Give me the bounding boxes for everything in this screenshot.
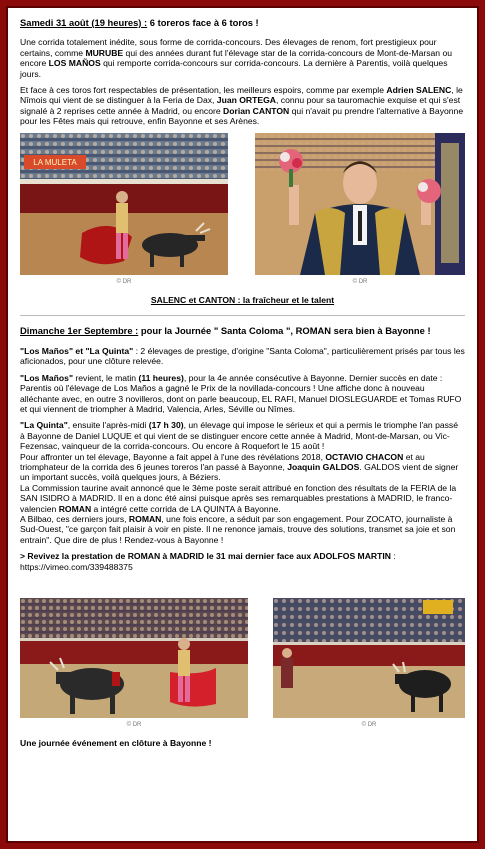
section1-paragraph-1: [20, 37, 465, 79]
text: qui n'avait pu prendre l'alternative à Bayonne pour les Fêtes mais qui retrouve, enfin Bayonne et ses Arènes.: [20, 105, 464, 127]
torero-roman: ROMAN: [58, 503, 92, 514]
banner-sign: LA MULETA: [33, 157, 77, 167]
text: revient, le matin: [73, 372, 139, 383]
text: qui des années durant fut l'élevage star de la corrida-concours de Mont-de-Marsan ou encore: [20, 47, 453, 69]
photo-left-wrap: [20, 598, 248, 730]
section2-paragraph-2: [20, 373, 465, 415]
text: La Commission taurine avait annoncé que le 3ème poste serait attribué en fonction des résultats de la FERIA de la SAN ISIDRO à MADRID. Il en a donc été ainsi puisque après ses remarquables prestations à MADRID, le franco-valencien: [20, 482, 457, 514]
bullfight-photo-1: [20, 133, 228, 275]
article-content: [8, 8, 477, 749]
text: A Bilbao, ces derniers jours,: [20, 513, 129, 524]
closing-line: Une journée événement en clôture à Bayonne !: [20, 738, 212, 749]
section1-photos: [20, 133, 465, 287]
photo-left-wrap: [20, 133, 228, 287]
text: , pour la 4e année consécutive à Bayonne. Dernier succès en date : Parentis où l'élevage de Los Maños a gagné le Prix de la novillada-concours ! Une affiche donc à nouveau alléchante avec, en outre 3 novilleros, dont on parle beaucoup, EL RAFI, Manuel DIOSLEGUARDE et Tomas RUFO et qui viennent de triompher à Madrid, Valencia, Arles, Séville ou Nîmes.: [20, 372, 462, 414]
section1-caption: [20, 295, 465, 305]
section2-paragraph-4: [20, 452, 465, 483]
section2-title: pour la Journée " Santa Coloma ", ROMAN sera bien à Bayonne !: [138, 325, 431, 337]
photo-right-wrap: [273, 598, 465, 730]
text: , ensuite l'après-midi: [67, 420, 149, 431]
torero-roman: ROMAN: [128, 513, 162, 524]
section2-paragraph-6: [20, 514, 465, 545]
caption-text: SALENC et CANTON : la fraîcheur et le talent: [150, 295, 335, 306]
photo-credit: © DR: [352, 278, 368, 285]
section1-heading: [20, 18, 465, 28]
photo-arena: [273, 598, 465, 718]
photo-credit: © DR: [126, 722, 142, 728]
section2-photos: [20, 598, 465, 730]
text: qui remporte corrida-concours sur corrida-concours. La dernière à Parentis, voilà quelques jours.: [20, 58, 448, 79]
bullfight-photo-3: [273, 598, 465, 718]
text: , connu pour sa tauromachie exquise et qui s'est signalé à 2 reprises cette année à Madrid, ou encore: [20, 95, 461, 116]
text: Et face à ces toros fort respectables de présentation, les meilleurs espoirs, comme par exemple: [20, 85, 387, 96]
torero-canton: Dorian CANTON: [223, 105, 290, 116]
time-afternoon: (17 h 30): [148, 420, 184, 431]
text: Une corrida totalement inédite, sous forme de corrida-concours. Des élevages de renom, fort prestigieux pour certains, comme: [20, 37, 437, 58]
text: , un élevage qui impose le sérieux et qui a permis le triomphe l'an passé à Bayonne de Daniel LUQUE et qui vient de se distinguer encore cette année à Madrid, Mont-de-Marsan, ou Vic-Fezensac, vainqueur de la corrida-concours. Ou encore à Roquefort le 15 août !: [20, 420, 458, 452]
photo-roman: [20, 598, 248, 718]
section1-date: Samedi 31 août (19 heures) :: [20, 17, 148, 28]
ranch-los-manos: "Los Maños": [20, 372, 74, 383]
text: , une fois encore, a séduit par son engagement. Pour ZOCATO, journaliste à Sud-Ouest, "ce garçon fait plaisir à voir en piste. Il ne renonce jamais, trouve des solutions, transmet sa joie et son entrain". Que dire de plus ! Rendez-vous à Bayonne !: [20, 513, 456, 545]
video-link-label: > Revivez la prestation de ROMAN à MADRID le 31 mai dernier face aux ADOLFOS MARTIN: [20, 551, 391, 562]
torero-ortega: Juan ORTEGA: [216, 95, 277, 106]
photo-right-wrap: [255, 133, 465, 287]
section2-paragraph-3: [20, 420, 465, 451]
ranch-los-manos: LOS MAÑOS: [48, 58, 101, 69]
torero-chacon: OCTAVIO CHACON: [325, 451, 404, 462]
text: et au triomphateur de la corrida des 6 jeunes toreros l'an passé à Bayonne,: [20, 451, 425, 472]
photo-credit: © DR: [116, 278, 132, 285]
section1-paragraph-2: [20, 85, 465, 127]
section-divider: [20, 315, 465, 316]
article-frame: [6, 6, 479, 843]
bullfight-photo-2: [20, 598, 248, 718]
time-morning: (11 heures): [138, 372, 184, 383]
torero-salenc: Adrien SALENC: [386, 85, 452, 96]
video-link-paragraph: [20, 551, 465, 572]
ranch-la-quinta: "La Quinta": [20, 420, 68, 431]
torero-galdos: Joaquin GALDOS: [287, 461, 360, 472]
text: , le Nîmois qui vient de se distinguer à la Feria de Dax,: [20, 85, 463, 106]
text: : 2 élevages de prestige, d'origine "Santa Coloma", particulièrement prisés par tous les aficionados, pour une clôture relevée.: [20, 345, 465, 367]
text: :: [390, 551, 396, 562]
torero-portrait-photo: [255, 133, 465, 275]
section2-date: Dimanche 1er Septembre :: [20, 325, 139, 337]
text: . GALDOS vient de signer un important succès, voilà quelques jours, à Béziers.: [20, 461, 459, 483]
section1-title: 6 toreros face à 6 toros !: [149, 17, 259, 28]
section2-heading: [20, 326, 465, 336]
ranch-murube: MURUBE: [85, 47, 124, 58]
section2-paragraph-5: [20, 483, 465, 514]
text: a intégré cette corrida de LA QUINTA à Bayonne.: [91, 503, 281, 514]
photo-salenc: [20, 133, 228, 275]
photo-canton: [255, 133, 465, 275]
section2-paragraph-1: [20, 346, 465, 367]
video-link[interactable]: https://vimeo.com/339488375: [20, 561, 133, 572]
ranch-names: "Los Maños" et "La Quinta": [20, 345, 134, 356]
photo-credit: © DR: [361, 722, 377, 728]
text: Pour affronter un tel élevage, Bayonne a fait appel à l'une des révélations 2018,: [20, 451, 326, 462]
